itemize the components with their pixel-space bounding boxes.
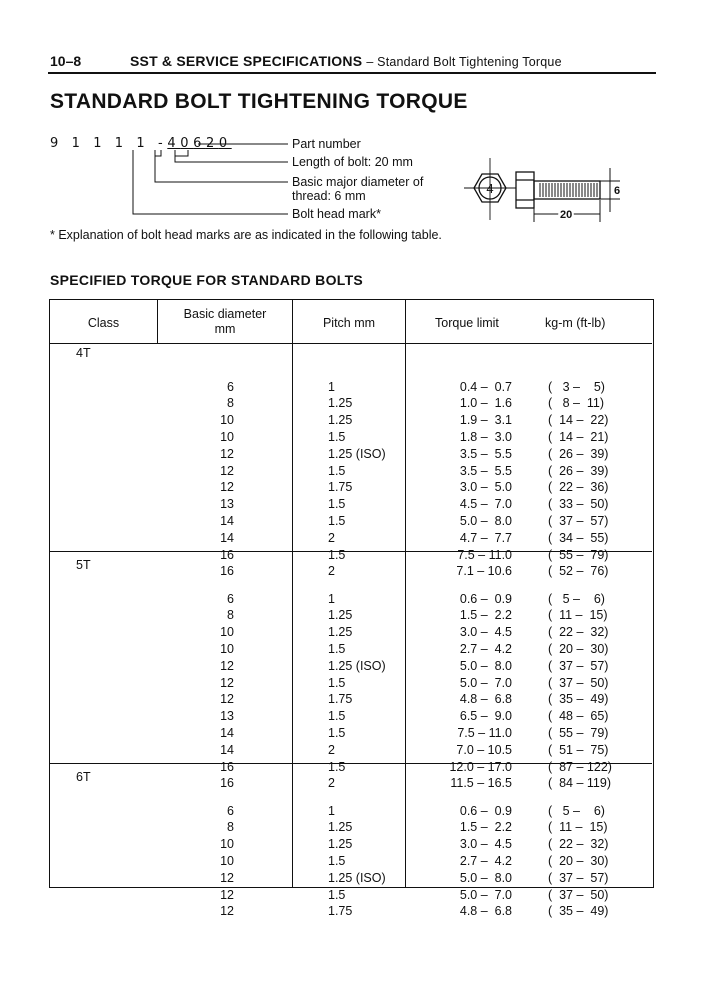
note: * Explanation of bolt head marks are as indicated in the following table. bbox=[50, 228, 442, 242]
section-title: SPECIFIED TORQUE FOR STANDARD BOLTS bbox=[50, 272, 364, 288]
pitch-column: 1 1.25 1.25 1.5 1.25 (ISO) 1.5 1.75 1.5 1.5 2 1.5 2 bbox=[328, 591, 386, 791]
bolt-illustration bbox=[460, 150, 630, 230]
label-diameter-line2: thread: 6 mm bbox=[292, 189, 366, 203]
label-bolt-length: Length of bolt: 20 mm bbox=[292, 155, 413, 169]
header-units: kg-m (ft-lb) bbox=[545, 316, 606, 330]
label-head-mark: Bolt head mark* bbox=[292, 207, 381, 221]
page-title: STANDARD BOLT TIGHTENING TORQUE bbox=[50, 90, 468, 113]
diameter-column: 6 8 10 10 12 12 12 13 14 14 16 16 bbox=[220, 379, 234, 579]
diameter-column: 6 8 10 10 12 12 12 bbox=[220, 803, 234, 919]
header-diameter bbox=[158, 307, 292, 337]
header-subsection: – Standard Bolt Tightening Torque bbox=[366, 55, 562, 69]
pitch-column: 1 1.25 1.25 1.5 1.25 (ISO) 1.5 1.75 bbox=[328, 803, 386, 919]
part-code-digit: 6 bbox=[193, 136, 206, 151]
header-class: Class bbox=[87, 316, 120, 330]
bolt-head-mark: 4 bbox=[486, 181, 494, 196]
header-diameter-line2: mm bbox=[214, 322, 236, 336]
torque-ftlb-column: ( 5 – 6) ( 11 – 15) ( 22 – 32) ( 20 – 30) ( 37 – 57) ( 37 – 50) ( 35 – 49) bbox=[548, 803, 609, 919]
page-number: 10–8 bbox=[50, 53, 82, 69]
part-code-digit: 4 bbox=[167, 136, 181, 151]
diameter-column: 6 8 10 10 12 12 12 13 14 14 16 16 bbox=[220, 591, 234, 791]
bolt-head-side bbox=[516, 172, 534, 208]
label-part-number: Part number bbox=[292, 137, 361, 151]
label-diameter-line1: Basic major diameter of bbox=[292, 175, 424, 189]
torque-kgm-column: 0.6 – 0.9 1.5 – 2.2 3.0 – 4.5 2.7 – 4.2 5.0 – 8.0 5.0 – 7.0 4.8 – 6.8 bbox=[459, 803, 512, 919]
torque-ftlb-column: ( 3 – 5) ( 8 – 11) ( 14 – 22) ( 14 – 21) ( 26 – 39) ( 26 – 39) ( 22 – 36) ( 33 – 50) ( 37 – 57) ( 34 – 55) ( 55 – 79) ( 52 – 76) bbox=[548, 379, 609, 579]
torque-ftlb-column: ( 5 – 6) ( 11 – 15) ( 22 – 32) ( 20 – 30) ( 37 – 57) ( 37 – 50) ( 35 – 49) ( 48 – 65) ( 55 – 79) ( 51 – 75) ( 87 – 122) ( 84 – 119) bbox=[548, 591, 612, 791]
dim-length: 20 bbox=[560, 209, 573, 221]
header-diameter-line1: Basic diameter bbox=[183, 307, 267, 321]
class-label-5T: 5T bbox=[76, 558, 91, 572]
header-pitch: Pitch mm bbox=[322, 316, 376, 330]
class-label-4T: 4T bbox=[76, 346, 91, 360]
class-label-6T: 6T bbox=[76, 770, 91, 784]
torque-table bbox=[49, 299, 654, 919]
part-code-digit: 0 bbox=[180, 136, 194, 151]
header-section-title: SST & SERVICE SPECIFICATIONS bbox=[130, 53, 363, 69]
dim-diameter: 6 bbox=[614, 185, 621, 197]
part-code-prefix: 9 1 1 1 1 - bbox=[50, 136, 168, 151]
torque-kgm-column: 0.6 – 0.9 1.5 – 2.2 3.0 – 4.5 2.7 – 4.2 5.0 – 8.0 5.0 – 7.0 4.8 – 6.8 6.5 – 9.0 7.5 – 11.0 7.0 – 10.5 12.0 – 17.0 11.5 – 16.5 bbox=[449, 591, 512, 791]
part-code-digit: 2 bbox=[205, 136, 219, 151]
pitch-column: 1 1.25 1.25 1.5 1.25 (ISO) 1.5 1.75 1.5 1.5 2 1.5 2 bbox=[328, 379, 386, 579]
header-torque: Torque limit bbox=[435, 316, 499, 330]
part-code-digit: 0 bbox=[218, 136, 232, 151]
torque-kgm-column: 0.4 – 0.7 1.0 – 1.6 1.9 – 3.1 1.8 – 3.0 3.5 – 5.5 3.5 – 5.5 3.0 – 5.0 4.5 – 7.0 5.0 – 8.0 4.7 – 7.7 7.5 – 11.0 7.1 – 10.6 bbox=[456, 379, 512, 579]
